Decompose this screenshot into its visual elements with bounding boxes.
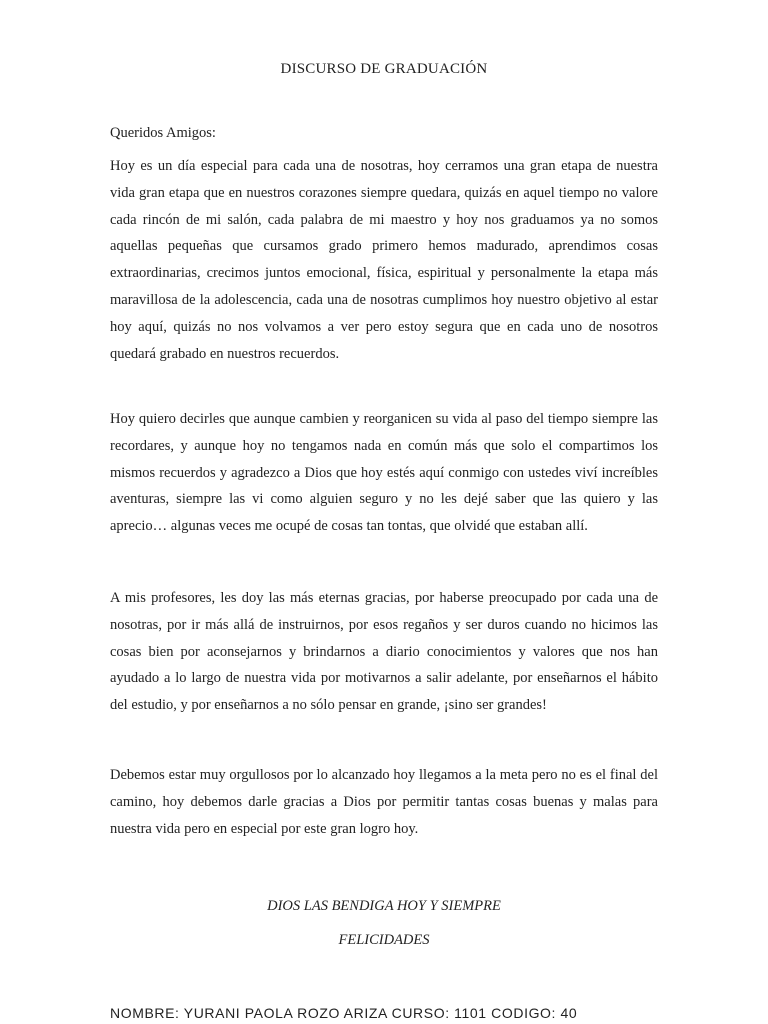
paragraph-friends: Hoy quiero decirles que aunque cambien y reorganicen su vida al paso del tiempo siempre las recordares, y aunque hoy no tengamos nada en común más que solo el compartimos los mismos recuerdos y agradezco a Dios que hoy estés aquí conmigo con ustedes viví increíbles aventuras, siempre las vi como alguien seguro y no les dejé saber que las quiero y las aprecio… algunas veces me ocupé de cosas tan tontas, que olvidé que estaban allí. xyxy=(110,411,658,535)
closing-congratulations: FELICIDADES xyxy=(338,932,430,948)
paragraph-teachers: A mis profesores, les doy las más eternas gracias, por haberse preocupado por cada una de nosotras, por ir más allá de instruirnos, por esos regaños y ser duros cuando no hicimos las cosas bien por aconsejarnos y brindarnos a diario conocimientos y valores que nos han ayudado a lo largo de nuestra vida por motivarnos a salir adelante, por enseñarnos el hábito del estudio, y por enseñarnos a no sólo pensar en grande, ¡sino ser grandes! xyxy=(110,590,658,714)
paragraph-conclusion: Debemos estar muy orgullosos por lo alcanzado hoy llegamos a la meta pero no es el final del camino, hoy debemos darle gracias a Dios por permitir tantas cosas buenas y malas para nuestra vida pero en especial por este gran logro hoy. xyxy=(110,767,658,837)
closing-blessing: DIOS LAS BENDIGA HOY Y SIEMPRE xyxy=(267,898,501,914)
paragraph-intro: Hoy es un día especial para cada una de nosotras, hoy cerramos una gran etapa de nuestra vida gran etapa que en nuestros corazones siempre quedara, quizás en aquel tiempo no valore cada rincón de mi salón, cada palabra de mi maestro y hoy nos graduamos ya no somos aquellas pequeñas que cursamos grado primero hemos madurado, aprendimos cosas extraordinarias, crecimos juntos emocional, física, espiritual y personalmente la etapa más maravillosa de la adolescencia, cada una de nosotras cumplimos hoy nuestro objetivo al estar hoy aquí, quizás no nos volvamos a ver pero estoy segura que en cada uno de nosotros quedará grabado en nuestros recuerdos. xyxy=(110,158,658,362)
document-title: DISCURSO DE GRADUACIÓN xyxy=(280,61,488,77)
greeting: Queridos Amigos: xyxy=(110,125,216,141)
author-footer: NOMBRE: YURANI PAOLA ROZO ARIZA CURSO: 1101 CODIGO: 40 xyxy=(110,1005,578,1021)
